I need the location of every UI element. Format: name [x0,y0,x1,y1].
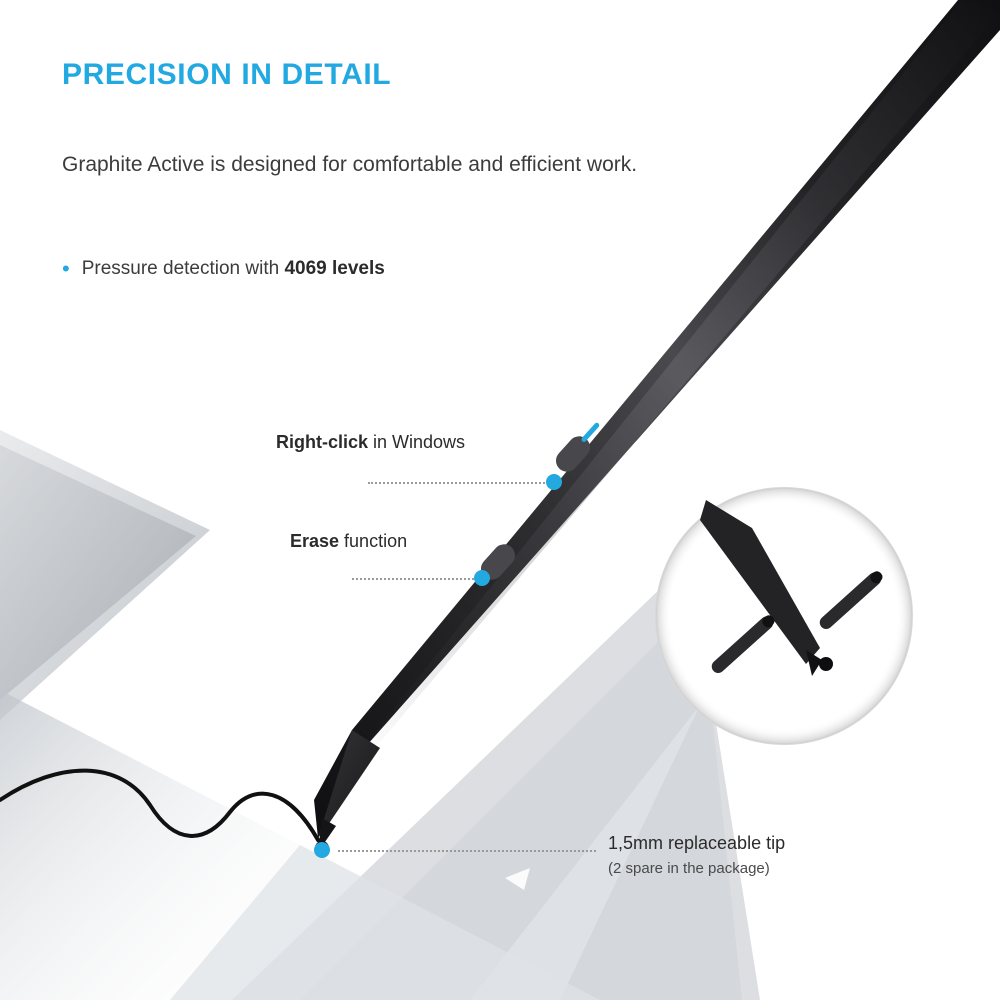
feature-bullet-label [82,256,385,282]
callout-right-click [276,432,465,453]
page-title: PRECISION IN DETAIL [62,58,392,91]
callout-erase-rest: function [339,531,408,551]
bullet-prefix: Pressure detection with [81,258,285,279]
bullet-strong: 4069 levels [284,258,385,279]
callout-erase [290,531,407,552]
subheading-text: Graphite Active is designed for comfortable and efficient work. [62,153,638,176]
callout-tip-sub: (2 spare in the package) [608,860,770,877]
leader-line-erase [352,578,478,580]
hotspot-dot-right-click-icon [546,474,562,490]
hotspot-dot-tip-icon [314,842,330,858]
callout-right-click-strong: Right-click [276,432,369,452]
callout-erase-strong: Erase [290,531,340,551]
leader-line-right-click [368,482,552,484]
hotspot-dot-erase-icon [474,570,490,586]
callout-right-click-rest: in Windows [368,432,466,452]
bullet-dot-icon: • [62,256,70,281]
spare-tips-inset [656,488,912,744]
leader-line-tip [338,850,596,852]
callout-replaceable-tip [608,830,868,882]
feature-bullet [62,256,385,282]
callout-tip-main: 1,5mm replaceable tip [608,833,786,853]
